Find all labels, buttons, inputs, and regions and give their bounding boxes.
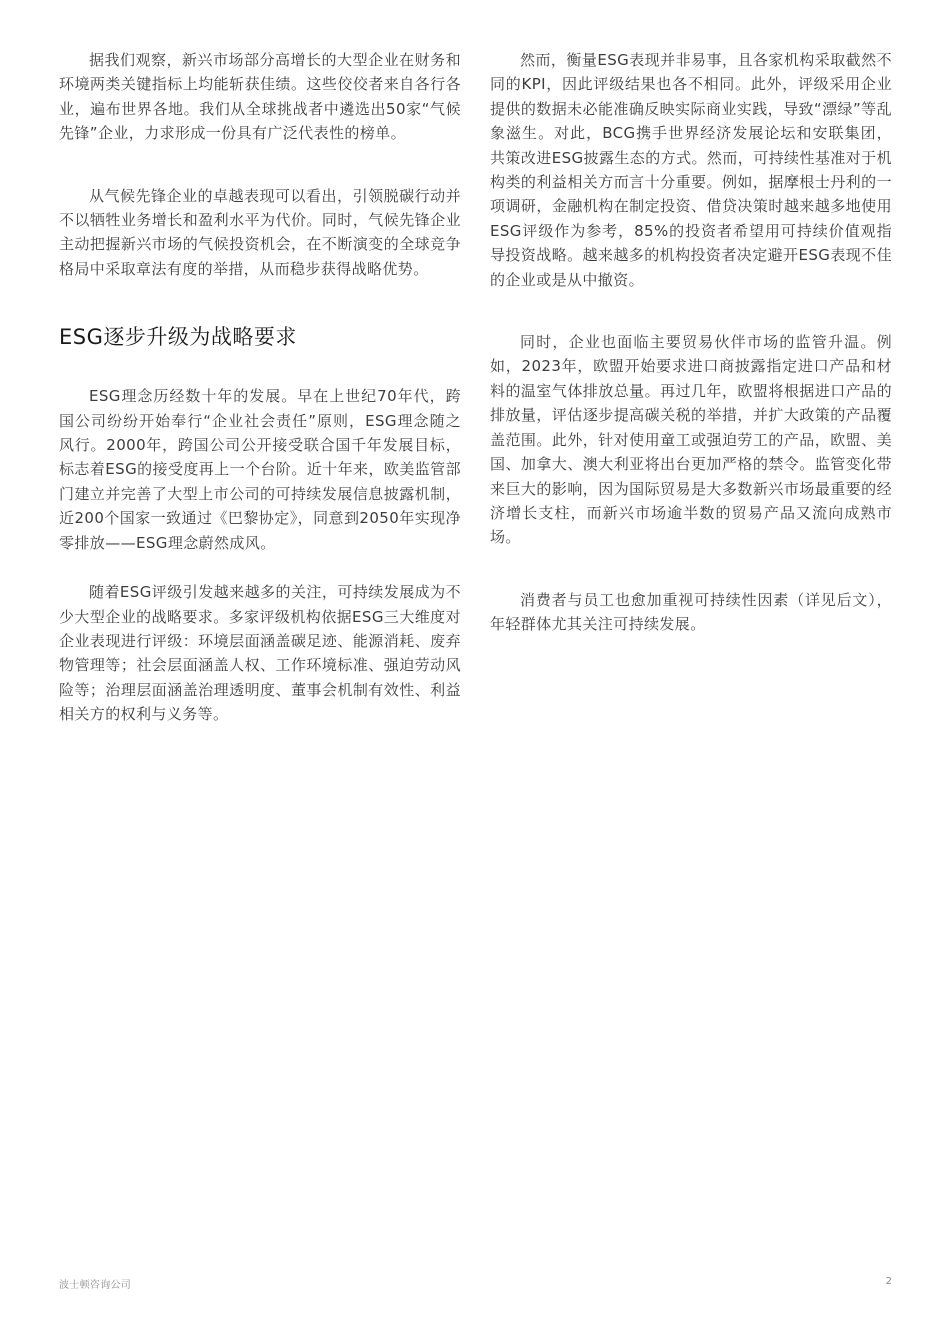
- body-paragraph: 同时，企业也面临主要贸易伙伴市场的监管升温。例如，2023年，欧盟开始要求进口商披露指定进口产品和材料的温室气体排放总量。再过几年，欧盟将根据进口产品的排放量，评估逐步提高碳关税的举措，并扩大政策的产品覆盖范围。此外，针对使用童工或强迫劳工的产品，欧盟、美国、加拿大、澳大利亚将出台更加严格的禁令。监管变化带来巨大的影响，因为国际贸易是大多数新兴市场最重要的经济增长支柱，而新兴市场逾半数的贸易产品又流向成熟市场。: [490, 333, 892, 547]
- body-paragraph: 据我们观察，新兴市场部分高增长的大型企业在财务和环境两类关键指标上均能斩获佳绩。这些佼佼者来自各行各业，遍布世界各地。我们从全球挑战者中遴选出50家“气候先锋”企业，力求形成一份具有广泛代表性的榜单。: [59, 51, 461, 143]
- body-paragraph: 消费者与员工也愈加重视可持续性因素（详见后文），年轻群体尤其关注可持续发展。: [490, 590, 892, 634]
- body-paragraph: 从气候先锋企业的卓越表现可以看出，引领脱碳行动并不以牺牲业务增长和盈利水平为代价。同时，气候先锋企业主动把握新兴市场的气候投资机会，在不断演变的全球竞争格局中采取章法有度的举措，从而稳步获得战略优势。: [59, 186, 461, 278]
- right-column: [490, 48, 892, 637]
- section-heading: ESG逐步升级为战略要求: [59, 325, 297, 350]
- footer-page-number: 2: [885, 1276, 892, 1287]
- body-paragraph: 随着ESG评级引发越来越多的关注，可持续发展成为不少大型企业的战略要求。多家评级机构依据ESG三大维度对企业表现进行评级：环境层面涵盖碳足迹、能源消耗、废弃物管理等；社会层面涵盖人权、工作环境标准、强迫劳动风险等；治理层面涵盖治理透明度、董事会机制有效性、利益相关方的权利与义务等。: [59, 583, 461, 724]
- footer-company: 波士顿咨询公司: [59, 1280, 132, 1291]
- left-column: [59, 48, 461, 727]
- body-paragraph: 然而，衡量ESG表现并非易事，且各家机构采取截然不同的KPI，因此评级结果也各不相同。此外，评级采用企业提供的数据未必能准确反映实际商业实践，导致“漂绿”等乱象滋生。对此，BCG携手世界经济发展论坛和安联集团，共策改进ESG披露生态的方式。然而，可持续性基准对于机构类的利益相关方而言十分重要。例如，据摩根士丹利的一项调研，金融机构在制定投资、借贷决策时越来越多地使用ESG评级作为参考，85%的投资者希望用可持续价值观指导投资战略。越来越多的机构投资者决定避开ESG表现不佳的企业或是从中撤资。: [490, 51, 892, 289]
- body-paragraph: ESG理念历经数十年的发展。早在上世纪70年代，跨国公司纷纷开始奉行“企业社会责任”原则，ESG理念随之风行。2000年，跨国公司公开接受联合国千年发展目标，标志着ESG的接受度再上一个台阶。近十年来，欧美监管部门建立并完善了大型上市公司的可持续发展信息披露机制，近200个国家一致通过《巴黎协定》，同意到2050年实现净零排放——ESG理念蔚然成风。: [59, 387, 461, 552]
